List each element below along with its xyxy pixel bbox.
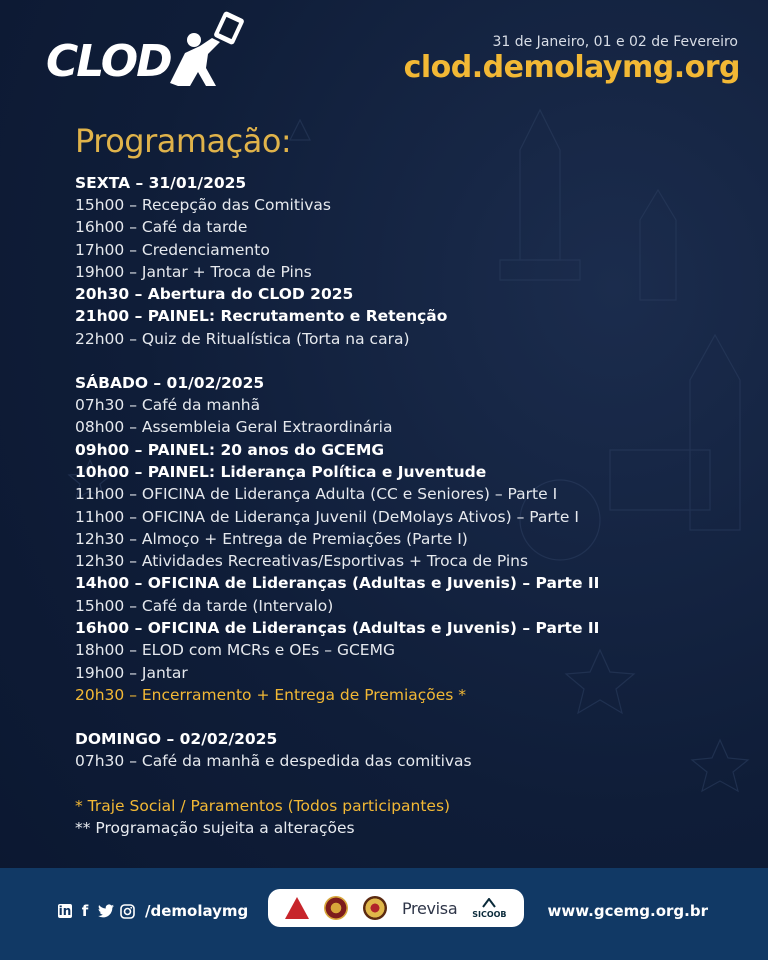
schedule-item-highlight: 09h00 – PAINEL: 20 anos do GCEMG xyxy=(75,440,385,459)
website-link[interactable]: www.gcemg.org.br xyxy=(547,902,708,920)
sponsor-emblem-logo-icon xyxy=(363,896,387,920)
event-url-link[interactable]: clod.demolaymg.org xyxy=(403,50,740,85)
schedule-item-highlight: 20h30 – Abertura do CLOD 2025 xyxy=(75,285,354,304)
schedule-item: 17h00 – Credenciamento xyxy=(75,240,270,259)
schedule-item: 19h00 – Jantar xyxy=(75,663,188,682)
social-links xyxy=(58,902,248,920)
schedule-item: 15h00 – Café da tarde (Intervalo) xyxy=(75,596,334,615)
demolay-knight-logo-icon xyxy=(150,8,260,93)
day-sunday xyxy=(75,728,735,772)
schedule-item: 22h00 – Quiz de Ritualística (Torta na cara) xyxy=(75,329,410,348)
day-saturday xyxy=(75,372,735,706)
social-handle[interactable]: /demolaymg xyxy=(145,902,249,920)
sponsor-seal-logo-icon xyxy=(324,896,348,920)
sponsors-panel xyxy=(268,889,524,927)
clod-logo: CLOD xyxy=(46,36,171,87)
schedule-item: 07h30 – Café da manhã e despedida das comitivas xyxy=(75,752,472,771)
sicoob-mark-icon xyxy=(482,898,496,908)
sicoob-label: SICOOB xyxy=(472,909,507,919)
day-title: DOMINGO – 02/02/2025 xyxy=(75,730,278,749)
schedule-item-highlight: 14h00 – OFICINA de Lideranças (Adultas e Juvenis) – Parte II xyxy=(75,574,600,593)
day-friday xyxy=(75,172,735,350)
schedule-item-highlight: 16h00 – OFICINA de Lideranças (Adultas e Juvenis) – Parte II xyxy=(75,619,600,638)
header xyxy=(0,0,768,110)
twitter-icon[interactable] xyxy=(98,904,114,918)
event-dates: 31 de Janeiro, 01 e 02 de Fevereiro xyxy=(492,34,738,50)
facebook-icon[interactable]: f xyxy=(81,902,89,920)
day-title: SÁBADO – 01/02/2025 xyxy=(75,374,265,393)
schedule-item: 12h30 – Atividades Recreativas/Esportivas + Troca de Pins xyxy=(75,552,529,571)
schedule-item-highlight: 21h00 – PAINEL: Recrutamento e Retenção xyxy=(75,307,448,326)
schedule-item: 18h00 – ELOD com MCRs e OEs – GCEMG xyxy=(75,641,395,660)
schedule-item: 19h00 – Jantar + Troca de Pins xyxy=(75,262,312,281)
note-disclaimer: ** Programação sujeita a alterações xyxy=(75,818,355,837)
sponsor-sicoob-logo xyxy=(472,898,506,919)
program-title: Programação: xyxy=(75,122,292,160)
sponsor-triangle-logo-icon xyxy=(285,897,309,919)
notes xyxy=(75,795,735,839)
schedule-item: 11h00 – OFICINA de Liderança Juvenil (DeMolays Ativos) – Parte I xyxy=(75,507,579,526)
note-dress-code: * Traje Social / Paramentos (Todos participantes) xyxy=(75,796,451,815)
schedule-item: 07h30 – Café da manhã xyxy=(75,396,261,415)
schedule-item: 15h00 – Recepção das Comitivas xyxy=(75,196,331,214)
linkedin-icon[interactable]: in xyxy=(58,904,72,918)
schedule-item-closing: 20h30 – Encerramento + Entrega de Premiações * xyxy=(75,685,467,704)
schedule-item: 12h30 – Almoço + Entrega de Premiações (Parte I) xyxy=(75,529,468,548)
footer-bar xyxy=(0,868,768,960)
program-section xyxy=(75,122,735,839)
schedule-item: 08h00 – Assembleia Geral Extraordinária xyxy=(75,418,393,437)
sponsor-previsa-logo: Previsa xyxy=(401,898,458,918)
schedule-item: 16h00 – Café da tarde xyxy=(75,218,248,237)
schedule-item-highlight: 10h00 – PAINEL: Liderança Política e Juventude xyxy=(75,462,487,481)
schedule-item: 11h00 – OFICINA de Liderança Adulta (CC e Seniores) – Parte I xyxy=(75,485,558,504)
day-title: SEXTA – 31/01/2025 xyxy=(75,174,247,192)
instagram-icon[interactable] xyxy=(120,904,135,919)
